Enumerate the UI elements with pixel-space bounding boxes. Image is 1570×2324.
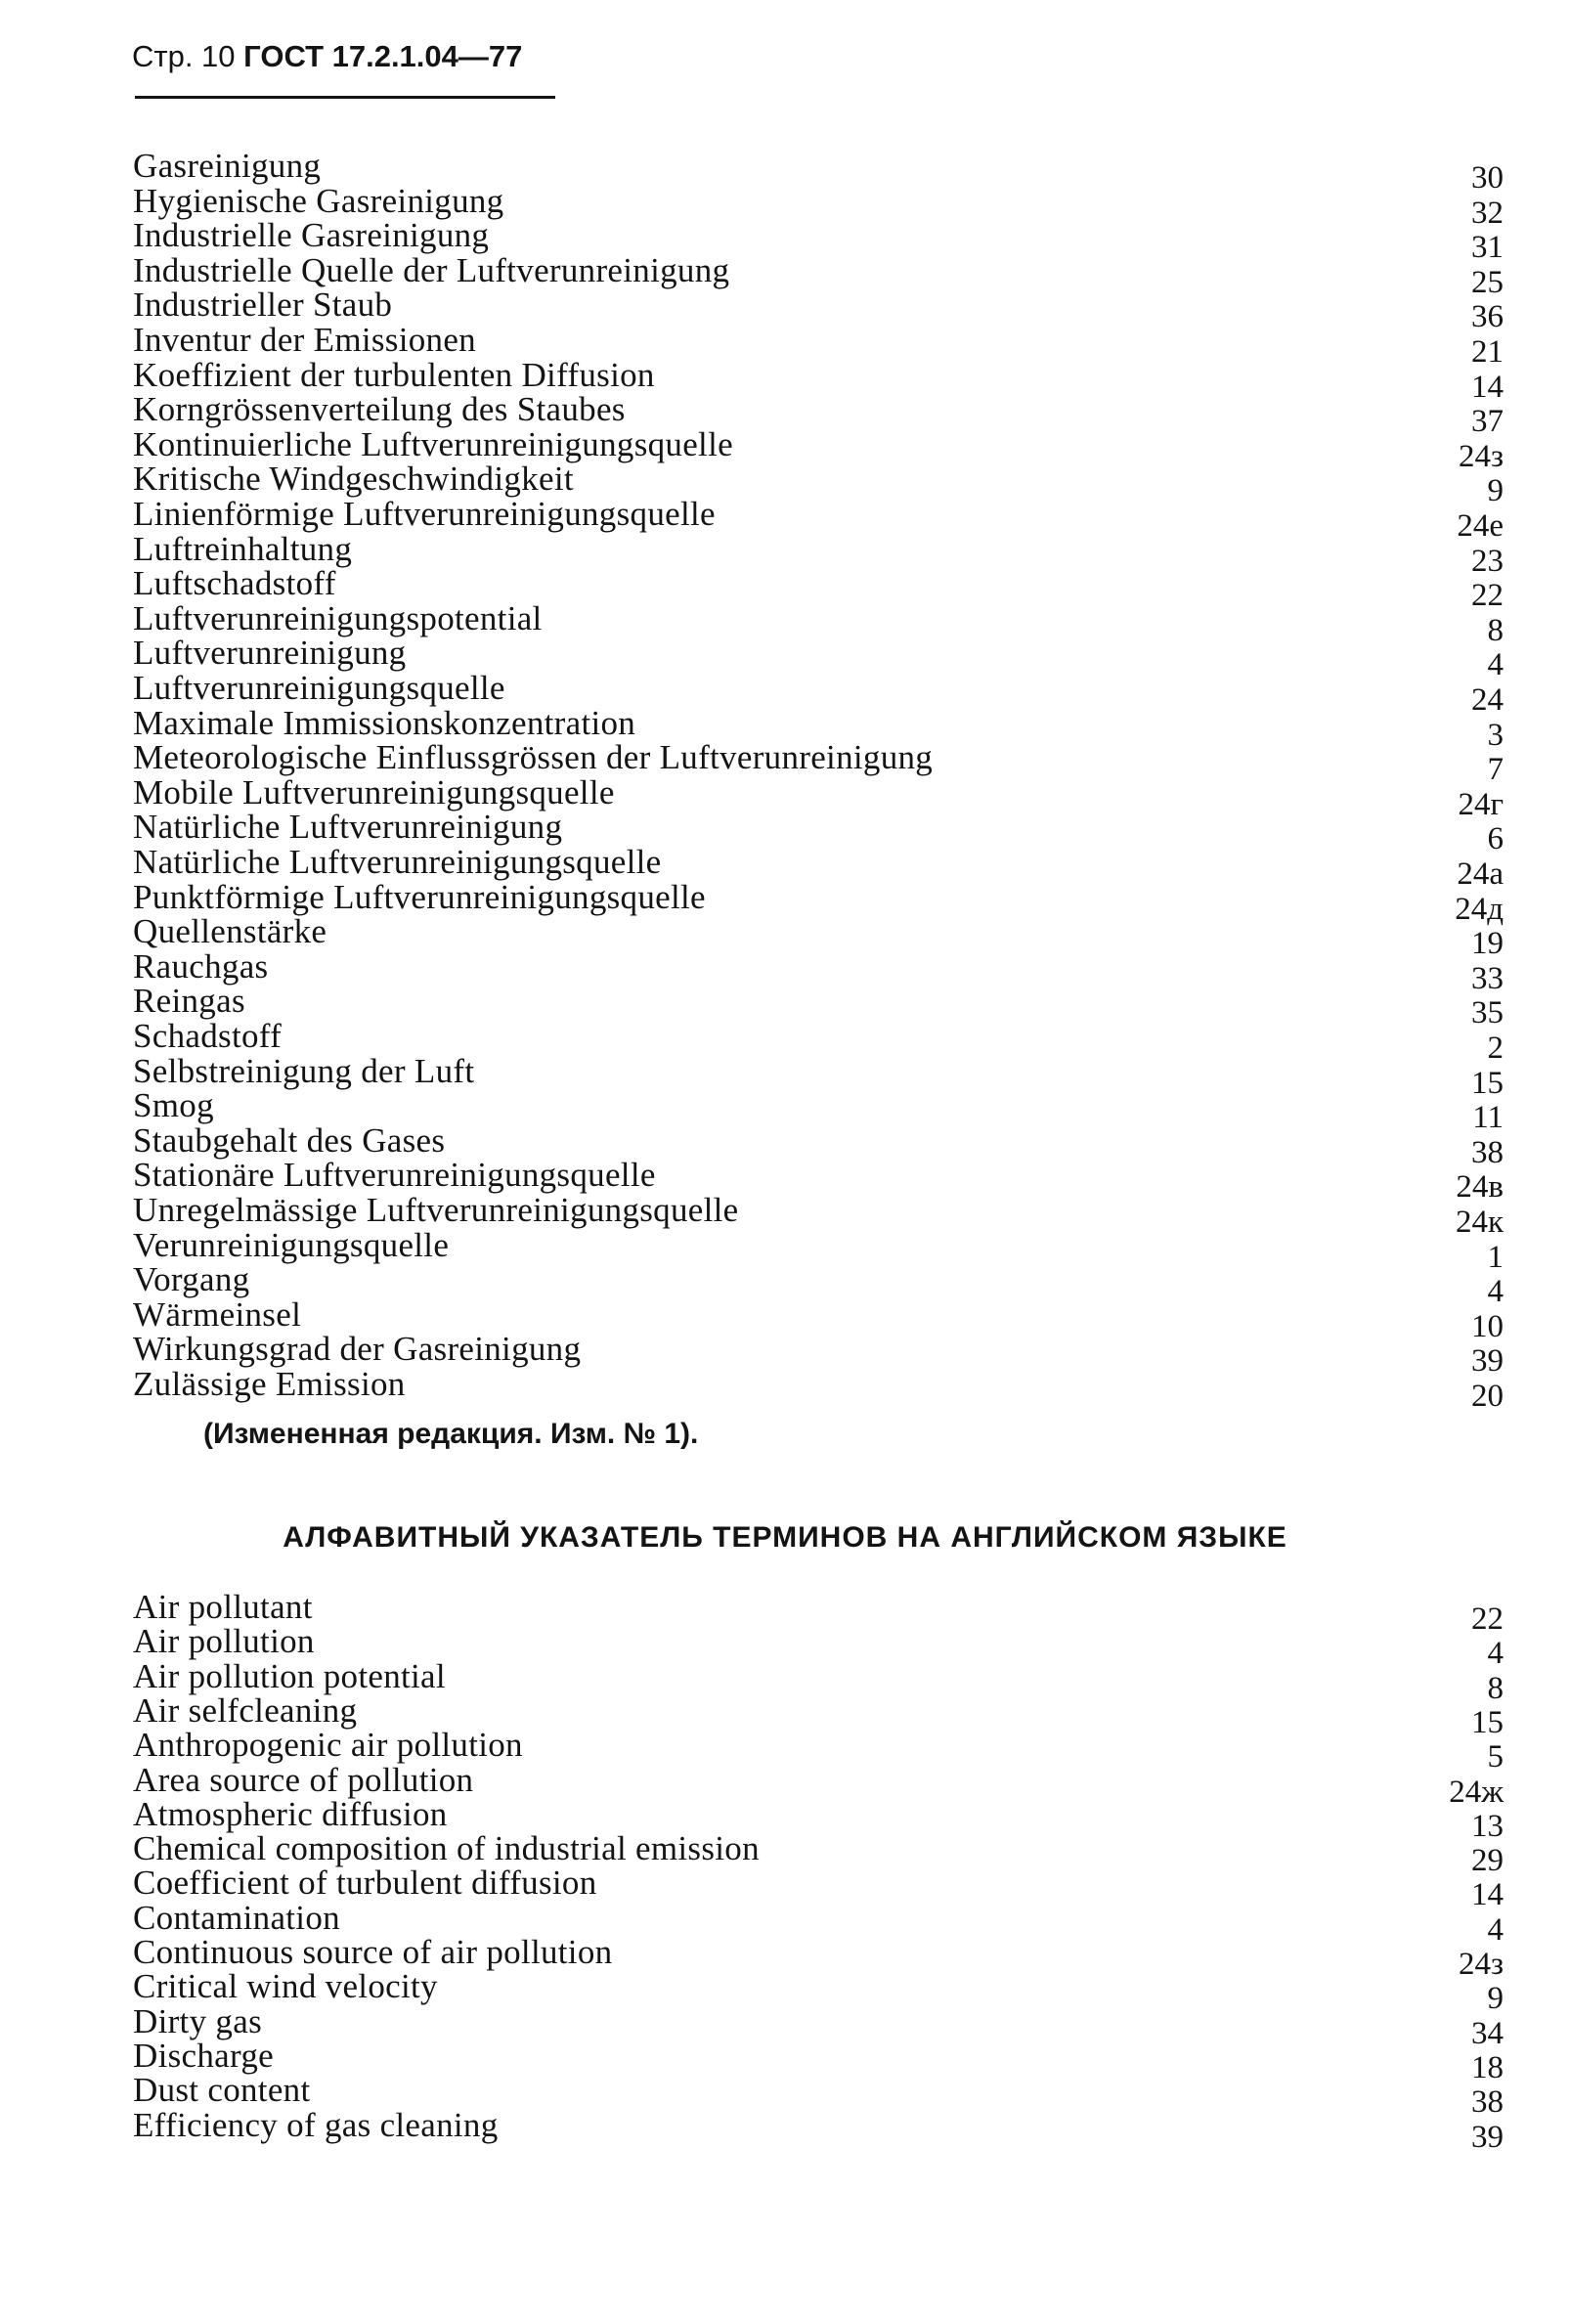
index-number: 39	[1471, 2119, 1504, 2155]
index-number: 29	[1471, 1843, 1504, 1879]
index-number: 15	[1471, 1704, 1504, 1740]
index-term: Hygienische Gasreinigung	[133, 181, 504, 220]
index-term: Linienförmige Luftverunreinigungsquelle	[133, 495, 716, 533]
standard-code: ГОСТ 17.2.1.04—77	[243, 39, 523, 73]
index-entry	[0, 1864, 1570, 1913]
index-entry	[0, 390, 1570, 440]
index-entry	[0, 738, 1570, 788]
index-entry	[0, 1086, 1570, 1136]
index-number: 3	[1487, 717, 1504, 753]
index-term: Luftverunreinigungspotential	[133, 598, 543, 637]
index-term: Koeffizient der turbulenten Diffusion	[133, 355, 655, 394]
index-term: Natürliche Luftverunreinigung	[133, 808, 563, 847]
index-term: Air selfcleaning	[133, 1690, 358, 1730]
index-number: 22	[1471, 1601, 1504, 1637]
index-entry	[0, 843, 1570, 892]
index-number: 14	[1471, 1877, 1504, 1913]
page-number: Стр. 10	[132, 39, 236, 73]
index-entry	[0, 2071, 1570, 2121]
index-term: Critical wind velocity	[133, 1967, 438, 2006]
index-number: 24в	[1456, 1169, 1504, 1206]
index-number: 7	[1487, 752, 1504, 788]
index-term: Anthropogenic air pollution	[133, 1726, 523, 1765]
index-number: 24ж	[1449, 1774, 1504, 1810]
index-entry	[0, 1622, 1570, 1672]
index-entry	[0, 1260, 1570, 1310]
index-term: Zulässige Emission	[133, 1365, 406, 1403]
index-number: 39	[1471, 1343, 1504, 1380]
index-term: Reingas	[133, 982, 245, 1021]
index-number: 21	[1471, 334, 1504, 370]
index-entry	[0, 1120, 1570, 1170]
index-term: Dirty gas	[133, 2001, 262, 2040]
index-entry	[0, 1656, 1570, 1706]
index-number: 32	[1471, 195, 1504, 231]
index-term: Natürliche Luftverunreinigungsquelle	[133, 843, 662, 881]
index-term: Industrieller Staub	[133, 285, 393, 325]
index-entry	[0, 1690, 1570, 1740]
index-entry	[0, 2036, 1570, 2085]
index-entry	[0, 216, 1570, 266]
header-rule	[135, 96, 555, 99]
index-entry	[0, 1017, 1570, 1066]
index-entry	[0, 1225, 1570, 1275]
index-number: 24д	[1455, 891, 1504, 927]
index-term: Luftreinhaltung	[133, 529, 353, 568]
index-entry	[0, 1794, 1570, 1844]
index-term: Industrielle Gasreinigung	[133, 216, 490, 255]
index-entry	[0, 912, 1570, 962]
index-number: 14	[1471, 369, 1504, 405]
index-term: Dust content	[133, 2071, 311, 2110]
index-entry	[0, 460, 1570, 509]
index-entry	[0, 669, 1570, 718]
index-number: 24з	[1458, 438, 1504, 474]
index-number: 4	[1487, 647, 1504, 683]
index-number: 4	[1487, 1636, 1504, 1672]
index-term: Air pollution	[133, 1622, 315, 1661]
index-term: Vorgang	[133, 1260, 250, 1299]
index-number: 25	[1471, 264, 1504, 300]
index-term: Luftschadstoff	[133, 564, 336, 603]
index-number: 8	[1487, 612, 1504, 648]
index-entry	[0, 1191, 1570, 1240]
index-term: Maximale Immissionskonzentration	[133, 703, 636, 742]
index-entry	[0, 808, 1570, 857]
index-entry	[0, 1051, 1570, 1101]
index-number: 23	[1471, 543, 1504, 579]
index-term: Luftverunreinigungsquelle	[133, 669, 505, 707]
page-header	[132, 39, 522, 74]
index-term: Kritische Windgeschwindigkeit	[133, 460, 574, 499]
index-entry	[0, 946, 1570, 996]
index-entry	[0, 1588, 1570, 1637]
index-term: Schadstoff	[133, 1017, 283, 1055]
index-entry	[0, 982, 1570, 1031]
index-term: Air pollution potential	[133, 1656, 446, 1695]
index-number: 10	[1471, 1308, 1504, 1344]
index-entry	[0, 355, 1570, 405]
index-term: Industrielle Quelle der Luftverunreinigung	[133, 250, 730, 289]
index-entry	[0, 285, 1570, 335]
index-entry	[0, 495, 1570, 544]
index-entry	[0, 147, 1570, 196]
index-number: 5	[1487, 1739, 1504, 1776]
index-number: 20	[1471, 1379, 1504, 1414]
index-entry	[0, 1726, 1570, 1776]
index-term: Air pollutant	[133, 1588, 313, 1626]
index-entry	[0, 1967, 1570, 2017]
index-entry	[0, 1330, 1570, 1380]
index-term: Verunreinigungsquelle	[133, 1225, 450, 1264]
index-number: 13	[1471, 1808, 1504, 1844]
index-number: 24а	[1457, 856, 1504, 892]
index-term: Selbstreinigung der Luft	[133, 1051, 475, 1090]
index-entry	[0, 2105, 1570, 2155]
index-number: 33	[1471, 960, 1504, 996]
index-term: Quellenstärke	[133, 912, 327, 951]
index-entry	[0, 250, 1570, 300]
index-term: Gasreinigung	[133, 147, 322, 185]
index-term: Atmospheric diffusion	[133, 1794, 448, 1833]
index-term: Rauchgas	[133, 946, 269, 986]
index-entry	[0, 1829, 1570, 1879]
index-entry	[0, 321, 1570, 370]
index-term: Chemical composition of industrial emission	[133, 1829, 760, 1868]
index-term: Meteorologische Einflussgrössen der Luftverunreinigung	[133, 738, 934, 777]
index-term: Smog	[133, 1086, 214, 1125]
index-term: Coefficient of turbulent diffusion	[133, 1864, 597, 1903]
index-number: 38	[1471, 2084, 1504, 2121]
index-number: 9	[1487, 1981, 1504, 2017]
index-entry	[0, 1898, 1570, 1948]
index-number: 37	[1471, 404, 1504, 440]
index-entry	[0, 1294, 1570, 1344]
index-term: Korngrössenverteilung des Staubes	[133, 390, 626, 429]
revision-note: (Измененная редакция. Изм. № 1).	[203, 1418, 699, 1450]
index-number: 35	[1471, 995, 1504, 1031]
index-number: 24е	[1457, 508, 1504, 544]
index-number: 6	[1487, 821, 1504, 857]
index-number: 24г	[1458, 786, 1504, 822]
index-entry	[0, 877, 1570, 927]
index-number: 9	[1487, 473, 1504, 509]
index-term: Luftverunreinigung	[133, 634, 407, 673]
index-number: 38	[1471, 1134, 1504, 1170]
index-term: Stationäre Luftverunreinigungsquelle	[133, 1156, 656, 1195]
index-entry	[0, 703, 1570, 753]
index-number: 15	[1471, 1065, 1504, 1101]
index-entry	[0, 598, 1570, 648]
index-number: 4	[1487, 1274, 1504, 1310]
index-entry	[0, 1156, 1570, 1206]
index-number: 36	[1471, 299, 1504, 335]
index-entry	[0, 1933, 1570, 1982]
index-entry	[0, 529, 1570, 579]
index-term: Wirkungsgrad der Gasreinigung	[133, 1330, 582, 1369]
index-number: 31	[1471, 230, 1504, 266]
index-number: 4	[1487, 1911, 1504, 1948]
index-term: Area source of pollution	[133, 1760, 474, 1799]
index-term: Inventur der Emissionen	[133, 321, 476, 359]
index-number: 22	[1471, 578, 1504, 614]
index-number: 30	[1471, 160, 1504, 196]
index-term: Staubgehalt des Gases	[133, 1120, 446, 1160]
index-number: 8	[1487, 1670, 1504, 1706]
index-term: Mobile Luftverunreinigungsquelle	[133, 772, 615, 811]
index-number: 24	[1471, 682, 1504, 718]
index-term: Efficiency of gas cleaning	[133, 2105, 499, 2144]
section-title: АЛФАВИТНЫЙ УКАЗАТЕЛЬ ТЕРМИНОВ НА АНГЛИЙСКОМ ЯЗЫКЕ	[283, 1521, 1287, 1554]
index-term: Continuous source of air pollution	[133, 1933, 613, 1971]
index-term: Discharge	[133, 2036, 274, 2075]
index-entry	[0, 424, 1570, 474]
index-term: Contamination	[133, 1898, 340, 1937]
index-entry	[0, 564, 1570, 614]
index-number: 11	[1472, 1100, 1504, 1136]
index-term: Wärmeinsel	[133, 1294, 302, 1334]
index-number: 2	[1487, 1030, 1504, 1066]
index-entry	[0, 1365, 1570, 1414]
index-number: 24к	[1455, 1205, 1504, 1240]
index-entry	[0, 1760, 1570, 1810]
index-number: 18	[1471, 2049, 1504, 2085]
index-number: 1	[1487, 1239, 1504, 1275]
index-term: Punktförmige Luftverunreinigungsquelle	[133, 877, 706, 916]
index-entry	[0, 634, 1570, 683]
index-entry	[0, 772, 1570, 822]
index-number: 24з	[1458, 1947, 1504, 1982]
index-number: 19	[1471, 926, 1504, 962]
index-number: 34	[1471, 2015, 1504, 2051]
index-term: Kontinuierliche Luftverunreinigungsquelle	[133, 424, 733, 463]
index-entry	[0, 181, 1570, 231]
index-term: Unregelmässige Luftverunreinigungsquelle	[133, 1191, 739, 1229]
index-entry	[0, 2001, 1570, 2051]
